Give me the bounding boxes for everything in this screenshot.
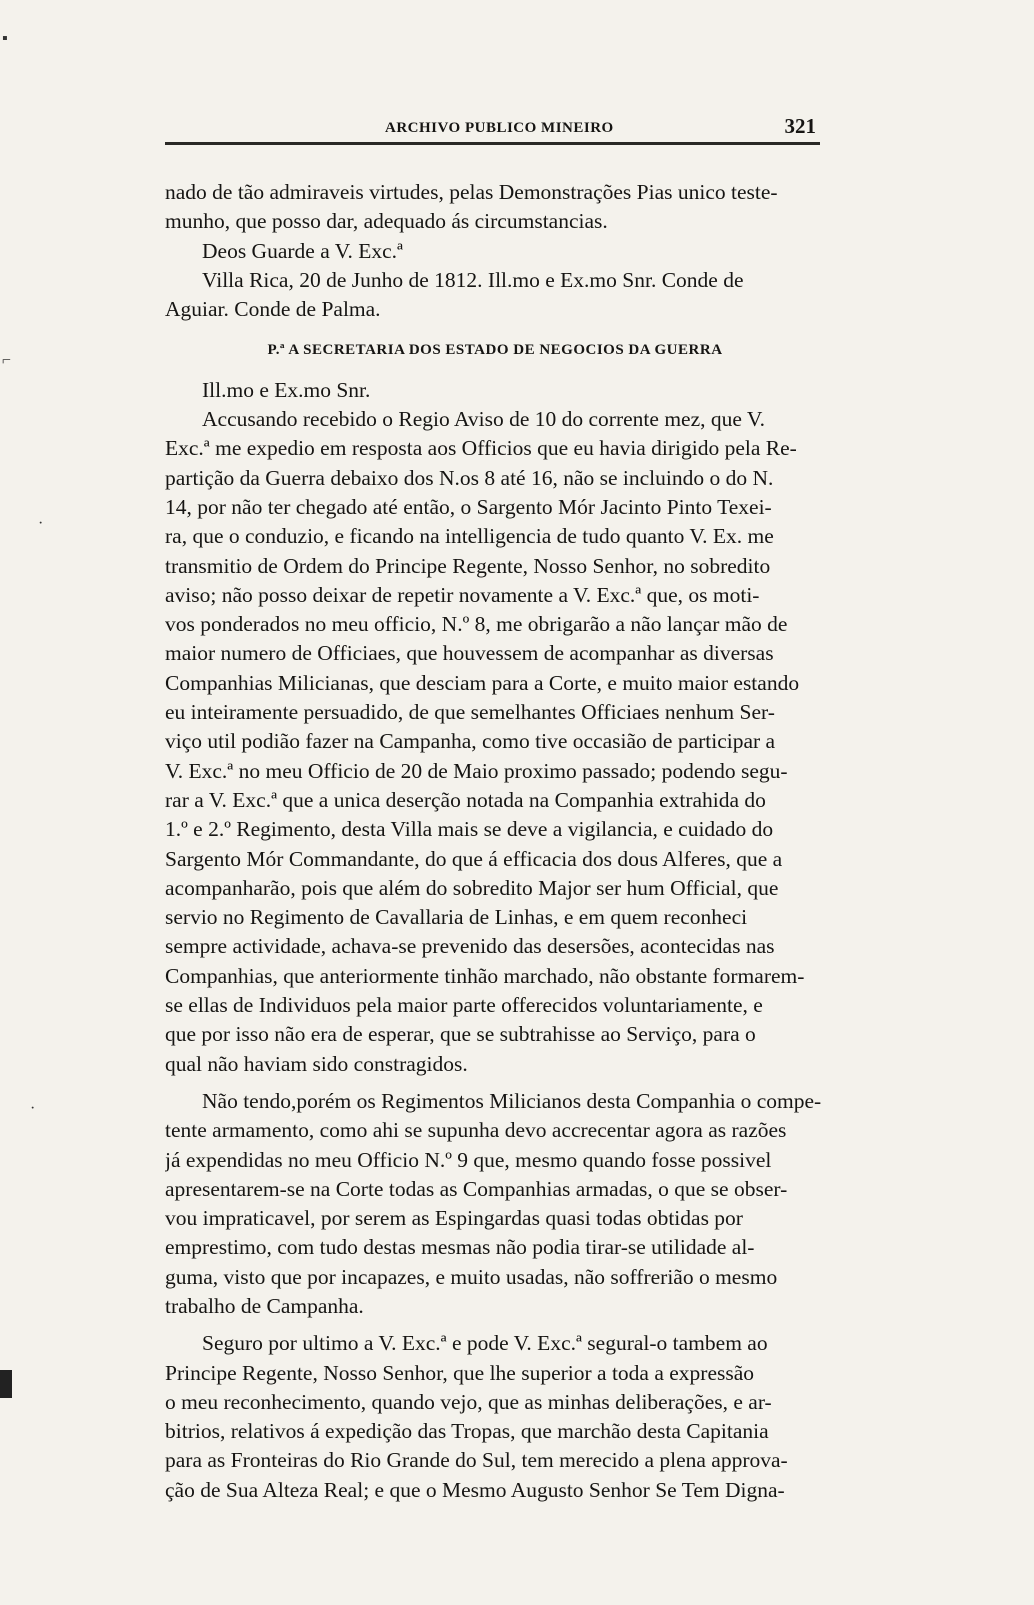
text-line: Seguro por ultimo a V. Exc.ª e pode V. Exc.ª segural-o tambem ao xyxy=(202,1331,768,1356)
text-line: qual não haviam sido constragidos. xyxy=(165,1051,468,1076)
text-line: Não tendo,porém os Regimentos Milicianos desta Companhia o compe- xyxy=(202,1088,822,1113)
page-number: 321 xyxy=(784,114,816,138)
margin-mark: · xyxy=(30,1100,36,1117)
section-heading: P.ª A SECRETARIA DOS ESTADO DE NEGOCIOS DA GUERRA xyxy=(267,342,723,359)
text-line: Aguiar. Conde de Palma. xyxy=(165,297,381,322)
margin-mark: ⌐ xyxy=(2,352,12,369)
paragraph-2 xyxy=(165,1087,825,1321)
text-line: Companhias, que anteriormente tinhão marchado, não obstante formarem- xyxy=(165,963,805,988)
text-line: transmitio de Ordem do Principe Regente, Nosso Senhor, no sobredito xyxy=(165,553,771,578)
running-header xyxy=(165,112,820,145)
margin-mark: · xyxy=(38,515,44,532)
text-line: que por isso não era de esperar, que se subtrahisse ao Serviço, para o xyxy=(165,1022,756,1047)
paragraph-1 xyxy=(165,405,825,1079)
text-line: guma, visto que por incapazes, e muito usadas, não soffrerião o mesmo xyxy=(165,1264,778,1289)
text-line: Exc.ª me expedio em resposta aos Officios que eu havia dirigido pela Re- xyxy=(165,436,797,461)
body-text xyxy=(165,178,825,1505)
text-line: viço util podião fazer na Campanha, como tive occasião de participar a xyxy=(165,729,776,754)
text-line: para as Fronteiras do Rio Grande do Sul, tem merecido a plena approva- xyxy=(165,1448,788,1473)
text-line: sempre actividade, achava-se prevenido das desersões, acontecidas nas xyxy=(165,934,775,959)
text-line: ção de Sua Alteza Real; e que o Mesmo Augusto Senhor Se Tem Digna- xyxy=(165,1477,785,1502)
text-line: Principe Regente, Nosso Senhor, que lhe superior a toda a expressão xyxy=(165,1360,755,1385)
text-line: V. Exc.ª no meu Officio de 20 de Maio proximo passado; podendo segu- xyxy=(165,758,788,783)
paragraph-3 xyxy=(165,1329,825,1505)
margin-mark: ▪ xyxy=(2,30,8,47)
salutation: Ill.mo e Ex.mo Snr. xyxy=(202,377,371,402)
text-line: emprestimo, com tudo destas mesmas não podia tirar-se utilidade al- xyxy=(165,1235,755,1260)
text-line: trabalho de Campanha. xyxy=(165,1293,364,1318)
text-line: maior numero de Officiaes, que houvessem de acompanhar as diversas xyxy=(165,641,774,666)
text-line: o meu reconhecimento, quando vejo, que as minhas deliberações, e ar- xyxy=(165,1389,772,1414)
text-line: ra, que o conduzio, e ficando na intelligencia de tudo quanto V. Ex. me xyxy=(165,524,774,549)
text-line: rar a V. Exc.ª que a unica deserção notada na Companhia extrahida do xyxy=(165,787,766,812)
text-line: tente armamento, como ahi se supunha devo accrecentar agora as razões xyxy=(165,1118,787,1143)
text-line: partição da Guerra debaixo dos N.os 8 até 16, não se incluindo o do N. xyxy=(165,465,774,490)
text-line: Sargento Mór Commandante, do que á efficacia dos dous Alferes, que a xyxy=(165,846,783,871)
text-line: servio no Regimento de Cavallaria de Linhas, e em quem reconheci xyxy=(165,905,748,930)
text-line: bitrios, relativos á expedição das Tropas, que marchão desta Capitania xyxy=(165,1419,769,1444)
text-line: 1.º e 2.º Regimento, desta Villa mais se deve a vigilancia, e cuidado do xyxy=(165,817,774,842)
text-line: Villa Rica, 20 de Junho de 1812. Ill.mo e Ex.mo Snr. Conde de xyxy=(202,267,744,292)
text-line: apresentarem-se na Corte todas as Companhias armadas, o que se obser- xyxy=(165,1176,788,1201)
text-line: Companhias Milicianas, que desciam para a Corte, e muito maior estando xyxy=(165,670,800,695)
header-title: ARCHIVO PUBLICO MINEIRO xyxy=(385,120,614,136)
text-line: se ellas de Individuos pela maior parte offerecidos voluntariamente, e xyxy=(165,993,763,1018)
text-line: 14, por não ter chegado até então, o Sargento Mór Jacinto Pinto Texei- xyxy=(165,494,772,519)
text-line: aviso; não posso deixar de repetir novamente a V. Exc.ª que, os moti- xyxy=(165,582,760,607)
text-line: munho, que posso dar, adequado ás circumstancias. xyxy=(165,209,608,234)
text-line: Accusando recebido o Regio Aviso de 10 do corrente mez, que V. xyxy=(202,407,766,432)
text-line: vos ponderados no meu officio, N.º 8, me obrigarão a não lançar mão de xyxy=(165,612,788,637)
text-line: acompanharão, pois que além do sobredito Major ser hum Official, que xyxy=(165,875,779,900)
text-line: eu inteiramente persuadido, de que semelhantes Officiaes nenhum Ser- xyxy=(165,700,775,725)
text-line: nado de tão admiraveis virtudes, pelas Demonstrações Pias unico teste- xyxy=(165,180,778,204)
scan-edge-mark xyxy=(0,1370,12,1398)
text-line: Deos Guarde a V. Exc.ª xyxy=(202,238,403,263)
text-line: vou impraticavel, por serem as Espingardas quasi todas obtidas por xyxy=(165,1206,743,1231)
text-line: já expendidas no meu Officio N.º 9 que, mesmo quando fosse possivel xyxy=(165,1147,772,1172)
